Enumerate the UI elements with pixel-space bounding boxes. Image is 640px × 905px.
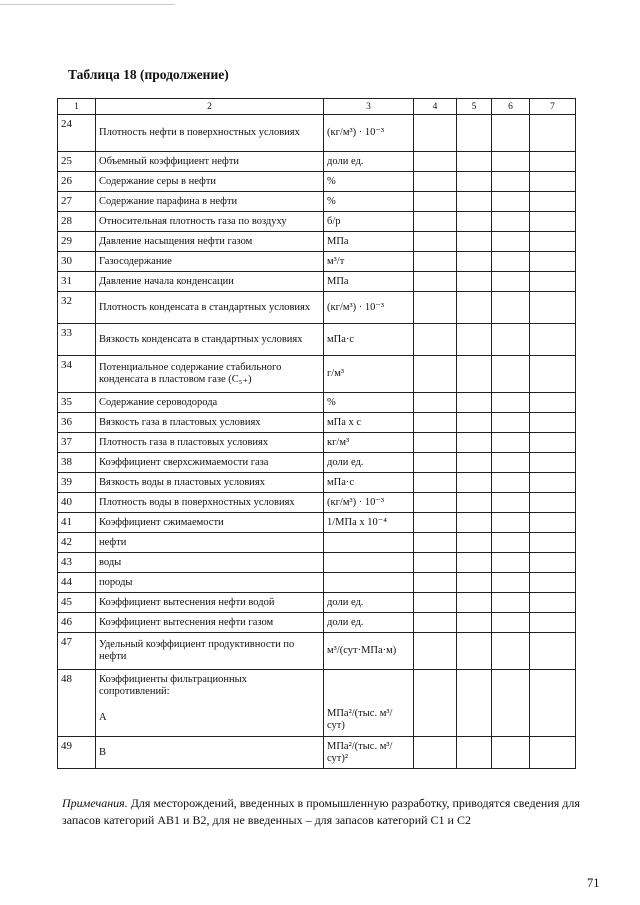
parameter-name: Содержание парафина в нефти <box>96 192 324 212</box>
empty-value-cell <box>414 232 457 252</box>
unit-of-measure: мПа х с <box>324 413 414 433</box>
empty-value-cell <box>414 324 457 356</box>
parameter-name: Плотность газа в пластовых условиях <box>96 433 324 453</box>
table-row <box>58 393 576 413</box>
unit-of-measure: 1/МПа х 10⁻⁴ <box>324 513 414 533</box>
empty-value-cell <box>530 737 576 769</box>
empty-value-cell <box>492 192 530 212</box>
empty-value-cell <box>414 533 457 553</box>
empty-value-cell <box>457 324 492 356</box>
empty-value-cell <box>414 737 457 769</box>
row-number: 40 <box>58 493 96 513</box>
table-row <box>58 172 576 192</box>
empty-value-cell <box>457 553 492 573</box>
empty-value-cell <box>530 473 576 493</box>
empty-value-cell <box>492 324 530 356</box>
table-row <box>58 292 576 324</box>
empty-value-cell <box>530 413 576 433</box>
parameter-name: Вязкость газа в пластовых условиях <box>96 413 324 433</box>
empty-value-cell <box>530 633 576 670</box>
empty-value-cell <box>457 212 492 232</box>
row-number: 42 <box>58 533 96 553</box>
empty-value-cell <box>492 356 530 393</box>
parameter-name: Плотность конденсата в стандартных условиях <box>96 292 324 324</box>
header-cell: 4 <box>414 99 457 115</box>
empty-value-cell <box>530 553 576 573</box>
empty-value-cell <box>414 613 457 633</box>
row-number: 49 <box>58 737 96 769</box>
header-cell: 2 <box>96 99 324 115</box>
empty-value-cell <box>530 513 576 533</box>
header-cell: 3 <box>324 99 414 115</box>
table-row <box>58 192 576 212</box>
table-row <box>58 252 576 272</box>
empty-value-cell <box>457 356 492 393</box>
empty-value-cell <box>492 172 530 192</box>
page-number: 71 <box>587 876 600 890</box>
row-number: 31 <box>58 272 96 292</box>
parameter-name: Вязкость воды в пластовых условиях <box>96 473 324 493</box>
empty-value-cell <box>457 737 492 769</box>
empty-value-cell <box>414 453 457 473</box>
empty-value-cell <box>457 115 492 152</box>
parameter-name: Давление начала конденсации <box>96 272 324 292</box>
empty-value-cell <box>492 553 530 573</box>
parameter-name: Потенциальное содержание стабильного конденсата в пластовом газе (C₅₊) <box>96 356 324 393</box>
parameter-name: Содержание серы в нефти <box>96 172 324 192</box>
empty-value-cell <box>457 453 492 473</box>
table-row <box>58 737 576 769</box>
empty-value-cell <box>530 533 576 553</box>
row-number: 38 <box>58 453 96 473</box>
row-number: 35 <box>58 393 96 413</box>
empty-value-cell <box>492 513 530 533</box>
empty-value-cell <box>414 573 457 593</box>
empty-value-cell <box>414 433 457 453</box>
empty-value-cell <box>492 393 530 413</box>
note-lead: Примечания. <box>62 796 128 810</box>
empty-value-cell <box>530 670 576 737</box>
parameter-name: Давление насыщения нефти газом <box>96 232 324 252</box>
row-number: 43 <box>58 553 96 573</box>
table-row <box>58 593 576 613</box>
empty-value-cell <box>457 393 492 413</box>
row-number: 26 <box>58 172 96 192</box>
empty-value-cell <box>530 493 576 513</box>
empty-value-cell <box>414 670 457 737</box>
empty-value-cell <box>414 212 457 232</box>
unit-of-measure: (кг/м³) · 10⁻³ <box>324 493 414 513</box>
table-row <box>58 413 576 433</box>
row-number: 36 <box>58 413 96 433</box>
table-row <box>58 152 576 172</box>
header-cell: 5 <box>457 99 492 115</box>
empty-value-cell <box>530 152 576 172</box>
parameter-subitem: A <box>99 712 107 723</box>
empty-value-cell <box>530 393 576 413</box>
unit-of-measure: МПа <box>324 232 414 252</box>
unit-of-measure: (кг/м³) · 10⁻³ <box>324 115 414 152</box>
empty-value-cell <box>530 115 576 152</box>
table-title: Таблица 18 (продолжение) <box>68 67 229 82</box>
unit-of-measure <box>324 553 414 573</box>
empty-value-cell <box>414 633 457 670</box>
empty-value-cell <box>414 513 457 533</box>
unit-of-measure: доли ед. <box>324 613 414 633</box>
table-row <box>58 613 576 633</box>
unit-of-measure: (кг/м³) · 10⁻³ <box>324 292 414 324</box>
parameter-name: Коэффициент вытеснения нефти водой <box>96 593 324 613</box>
unit-of-measure: МПа²/(тыс. м³/сут) <box>324 670 414 737</box>
table-row <box>58 513 576 533</box>
empty-value-cell <box>492 493 530 513</box>
empty-value-cell <box>492 613 530 633</box>
table-row <box>58 453 576 473</box>
unit-of-measure: доли ед. <box>324 453 414 473</box>
row-number: 41 <box>58 513 96 533</box>
empty-value-cell <box>492 737 530 769</box>
table-row <box>58 473 576 493</box>
empty-value-cell <box>414 172 457 192</box>
parameter-name: породы <box>96 573 324 593</box>
row-number: 24 <box>58 115 96 152</box>
parameter-name: Плотность нефти в поверхностных условиях <box>96 115 324 152</box>
parameter-name: B <box>96 737 324 769</box>
parameter-name: нефти <box>96 533 324 553</box>
empty-value-cell <box>457 413 492 433</box>
empty-value-cell <box>492 473 530 493</box>
empty-value-cell <box>492 152 530 172</box>
empty-value-cell <box>530 593 576 613</box>
empty-value-cell <box>457 533 492 553</box>
empty-value-cell <box>530 172 576 192</box>
row-number: 32 <box>58 292 96 324</box>
row-number: 45 <box>58 593 96 613</box>
row-number: 34 <box>58 356 96 393</box>
empty-value-cell <box>530 252 576 272</box>
unit-of-measure: г/м³ <box>324 356 414 393</box>
row-number: 29 <box>58 232 96 252</box>
table-row <box>58 272 576 292</box>
header-cell: 1 <box>58 99 96 115</box>
empty-value-cell <box>530 272 576 292</box>
parameter-name: Удельный коэффициент продуктивности по нефти <box>96 633 324 670</box>
empty-value-cell <box>457 252 492 272</box>
parameter-name <box>96 670 324 737</box>
row-number: 28 <box>58 212 96 232</box>
unit-of-measure: % <box>324 192 414 212</box>
table-row <box>58 670 576 737</box>
empty-value-cell <box>530 232 576 252</box>
empty-value-cell <box>492 453 530 473</box>
table-row <box>58 553 576 573</box>
row-number: 27 <box>58 192 96 212</box>
empty-value-cell <box>530 356 576 393</box>
row-number: 33 <box>58 324 96 356</box>
table-row <box>58 533 576 553</box>
row-number: 30 <box>58 252 96 272</box>
empty-value-cell <box>530 292 576 324</box>
empty-value-cell <box>457 192 492 212</box>
table-row <box>58 433 576 453</box>
empty-value-cell <box>457 633 492 670</box>
parameter-name: Плотность воды в поверхностных условиях <box>96 493 324 513</box>
empty-value-cell <box>492 670 530 737</box>
parameter-name: воды <box>96 553 324 573</box>
empty-value-cell <box>492 292 530 324</box>
empty-value-cell <box>457 593 492 613</box>
header-cell: 6 <box>492 99 530 115</box>
table-row <box>58 633 576 670</box>
unit-of-measure: доли ед. <box>324 593 414 613</box>
unit-of-measure: м³/(сут·МПа·м) <box>324 633 414 670</box>
unit-of-measure: % <box>324 393 414 413</box>
table-row <box>58 573 576 593</box>
table-body <box>58 99 576 769</box>
unit-of-measure <box>324 533 414 553</box>
empty-value-cell <box>457 292 492 324</box>
empty-value-cell <box>457 172 492 192</box>
parameter-name: Объемный коэффициент нефти <box>96 152 324 172</box>
empty-value-cell <box>492 232 530 252</box>
empty-value-cell <box>457 613 492 633</box>
empty-value-cell <box>414 393 457 413</box>
empty-value-cell <box>530 192 576 212</box>
parameter-name: Вязкость конденсата в стандартных условиях <box>96 324 324 356</box>
empty-value-cell <box>414 356 457 393</box>
row-number: 37 <box>58 433 96 453</box>
empty-value-cell <box>530 433 576 453</box>
header-cell: 7 <box>530 99 576 115</box>
table-note <box>62 795 602 829</box>
empty-value-cell <box>457 232 492 252</box>
empty-value-cell <box>457 670 492 737</box>
empty-value-cell <box>492 573 530 593</box>
unit-of-measure: доли ед. <box>324 152 414 172</box>
parameter-name: Коэффициент сверхсжимаемости газа <box>96 453 324 473</box>
parameter-name: Коэффициент сжимаемости <box>96 513 324 533</box>
table-row <box>58 232 576 252</box>
row-number: 46 <box>58 613 96 633</box>
unit-of-measure: мПа·с <box>324 324 414 356</box>
empty-value-cell <box>492 533 530 553</box>
table-row <box>58 356 576 393</box>
reservoir-parameters-table <box>57 98 576 769</box>
table-header-row <box>58 99 576 115</box>
parameter-name: Газосодержание <box>96 252 324 272</box>
parameter-name-text: Коэффициенты фильтрационных сопротивлений: <box>99 674 247 697</box>
table-row <box>58 212 576 232</box>
empty-value-cell <box>457 513 492 533</box>
unit-of-measure <box>324 573 414 593</box>
empty-value-cell <box>414 292 457 324</box>
empty-value-cell <box>414 272 457 292</box>
unit-of-measure: % <box>324 172 414 192</box>
row-number: 47 <box>58 633 96 670</box>
parameter-name: Содержание сероводорода <box>96 393 324 413</box>
parameter-name: Коэффициент вытеснения нефти газом <box>96 613 324 633</box>
unit-of-measure: м³/т <box>324 252 414 272</box>
unit-of-measure: МПа <box>324 272 414 292</box>
empty-value-cell <box>530 324 576 356</box>
unit-of-measure: МПа²/(тыс. м³/сут)² <box>324 737 414 769</box>
parameter-name: Относительная плотность газа по воздуху <box>96 212 324 232</box>
empty-value-cell <box>457 433 492 453</box>
empty-value-cell <box>414 473 457 493</box>
empty-value-cell <box>492 272 530 292</box>
empty-value-cell <box>457 473 492 493</box>
empty-value-cell <box>457 152 492 172</box>
unit-of-measure: кг/м³ <box>324 433 414 453</box>
row-number: 39 <box>58 473 96 493</box>
empty-value-cell <box>492 115 530 152</box>
empty-value-cell <box>530 212 576 232</box>
table-row <box>58 115 576 152</box>
empty-value-cell <box>530 613 576 633</box>
table-row <box>58 324 576 356</box>
empty-value-cell <box>492 212 530 232</box>
note-text: Для месторождений, введенных в промышленную разработку, приводятся сведения для запасов категорий AB1 и B2, для не введенных – для запасов категорий C1 и C2 <box>62 796 580 827</box>
empty-value-cell <box>414 553 457 573</box>
empty-value-cell <box>530 453 576 473</box>
empty-value-cell <box>414 593 457 613</box>
empty-value-cell <box>414 493 457 513</box>
empty-value-cell <box>457 573 492 593</box>
row-number: 25 <box>58 152 96 172</box>
empty-value-cell <box>492 433 530 453</box>
empty-value-cell <box>492 413 530 433</box>
empty-value-cell <box>492 593 530 613</box>
row-number: 44 <box>58 573 96 593</box>
empty-value-cell <box>457 493 492 513</box>
table-row <box>58 493 576 513</box>
empty-value-cell <box>414 413 457 433</box>
empty-value-cell <box>492 252 530 272</box>
empty-value-cell <box>414 252 457 272</box>
row-number: 48 <box>58 670 96 737</box>
empty-value-cell <box>414 115 457 152</box>
empty-value-cell <box>492 633 530 670</box>
unit-of-measure: мПа·с <box>324 473 414 493</box>
empty-value-cell <box>457 272 492 292</box>
empty-value-cell <box>414 152 457 172</box>
empty-value-cell <box>530 573 576 593</box>
empty-value-cell <box>414 192 457 212</box>
scan-edge-line <box>0 4 175 5</box>
unit-of-measure: б/р <box>324 212 414 232</box>
